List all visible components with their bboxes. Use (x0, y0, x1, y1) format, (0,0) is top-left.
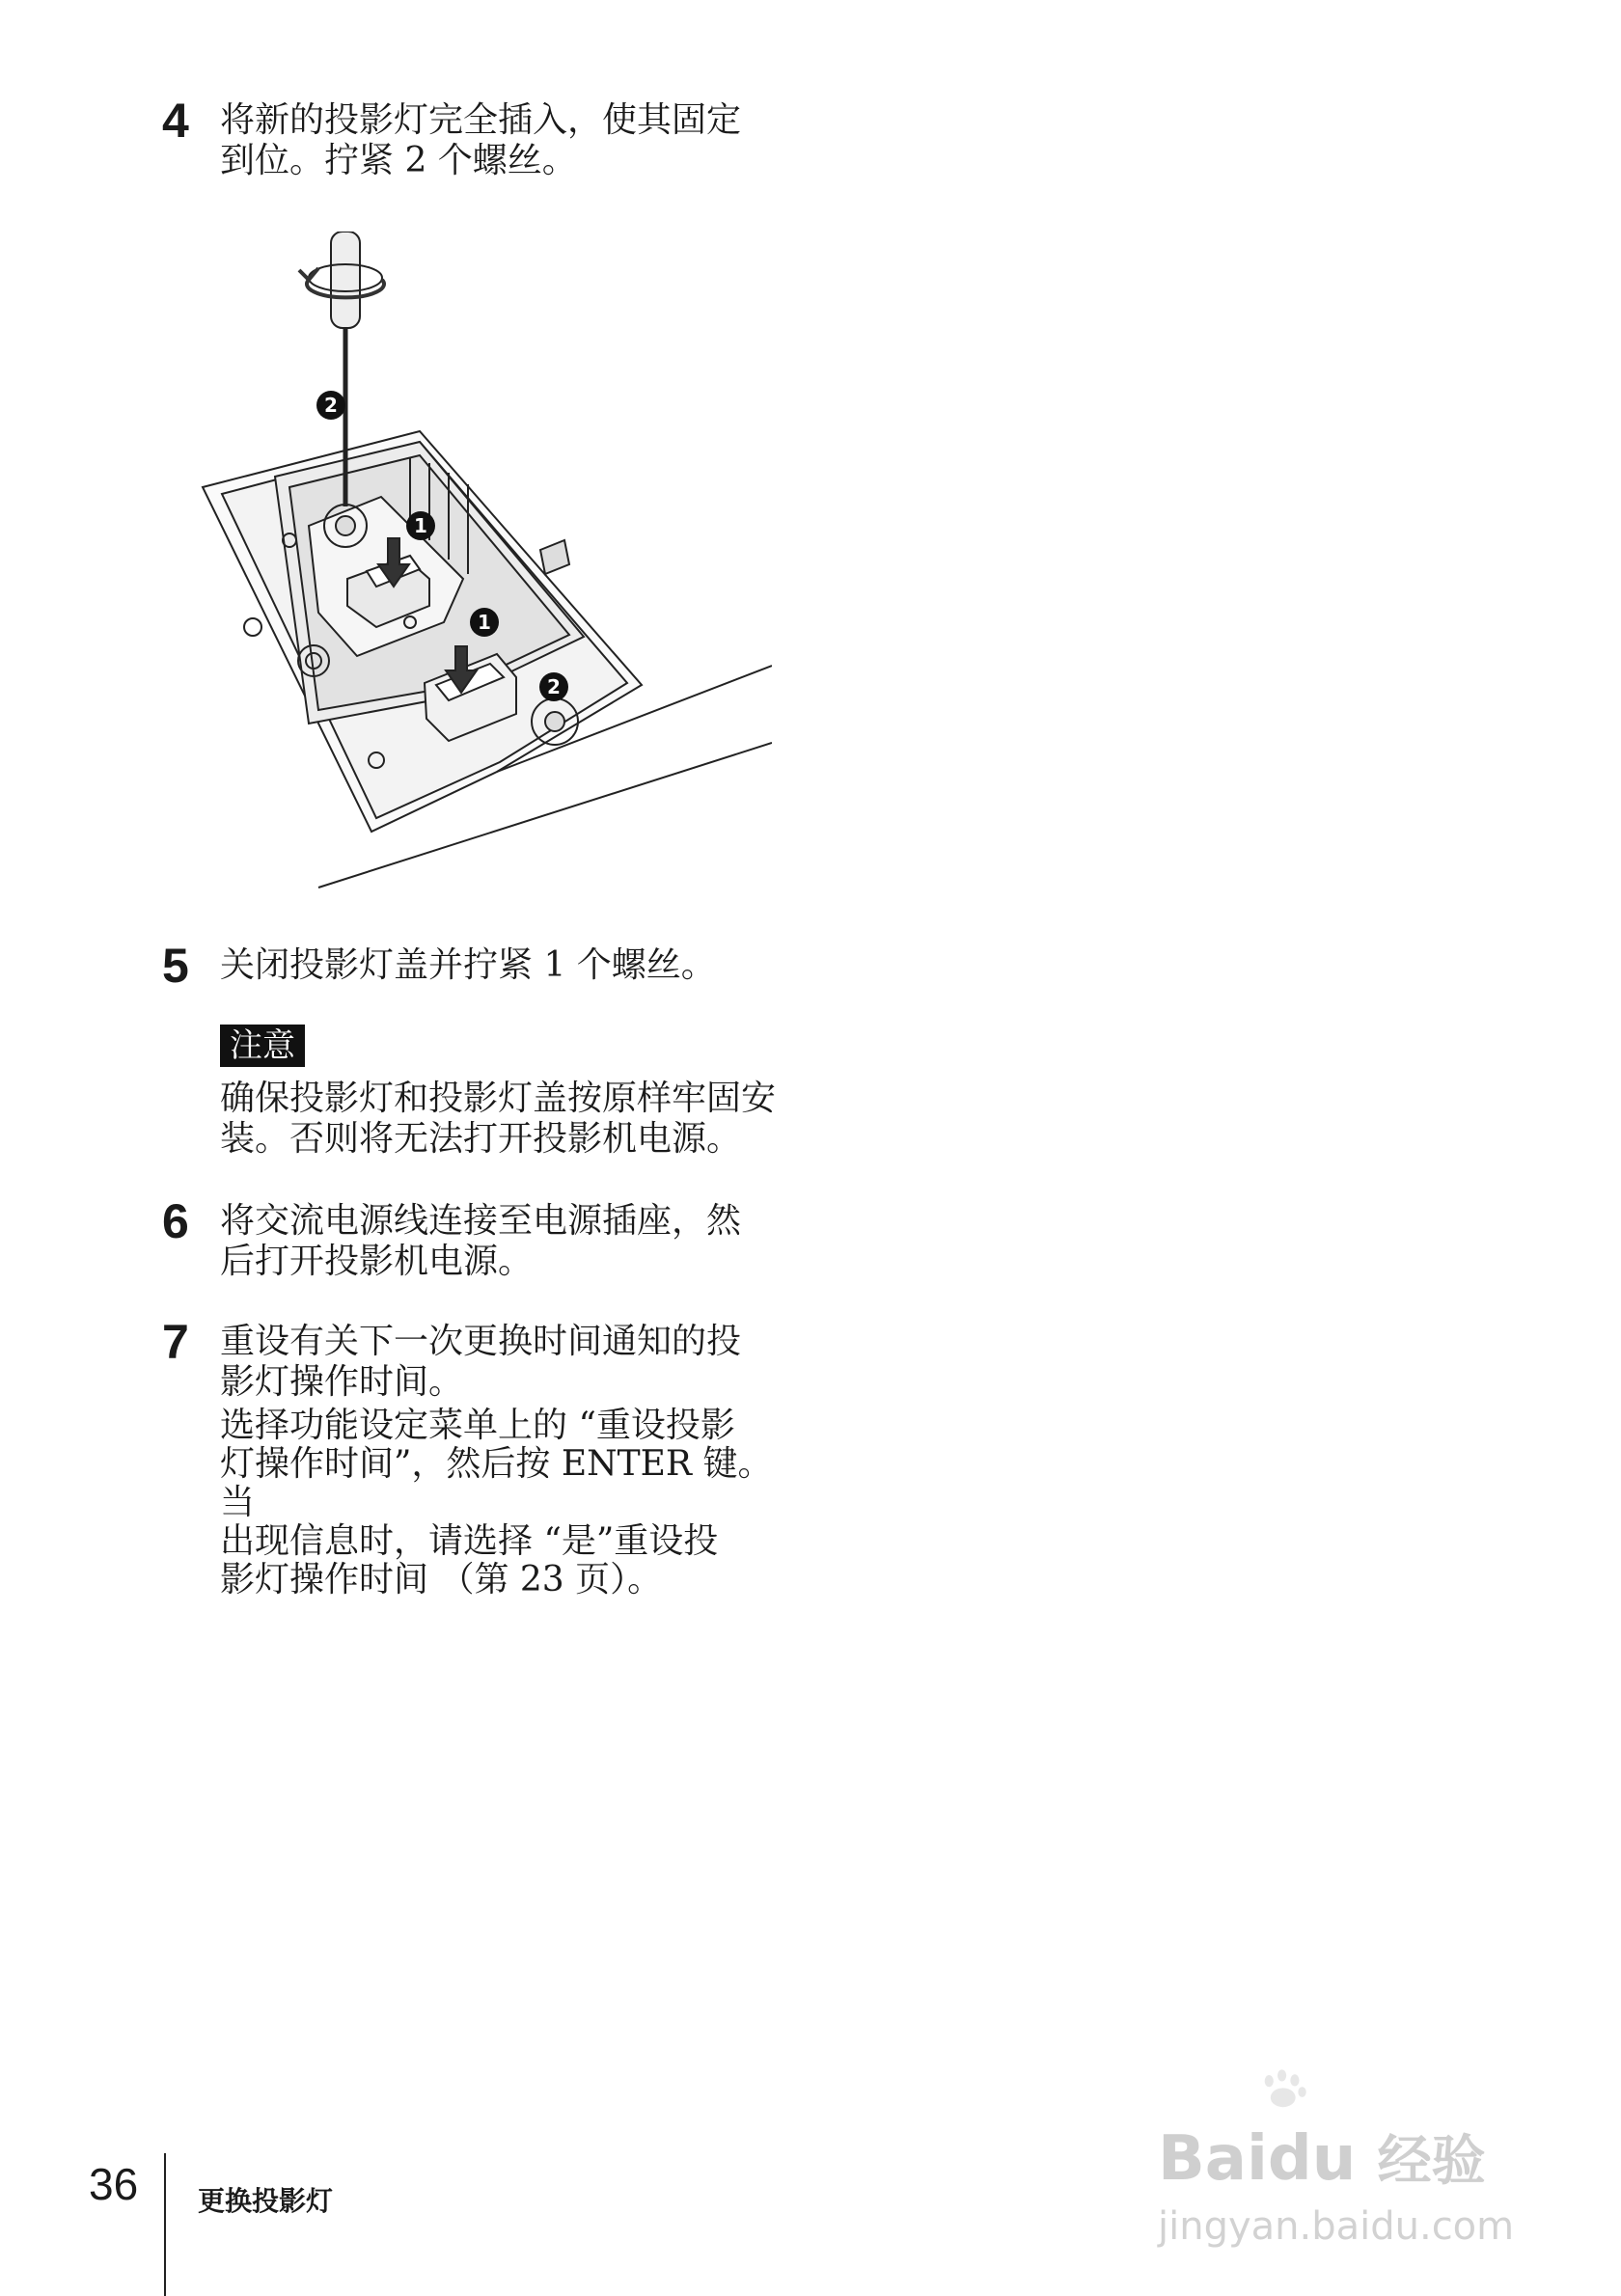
footer-divider (164, 2153, 166, 2296)
caution-line-2: 装。否则将无法打开投影机电源。 (220, 1119, 742, 1159)
step-7-number: 7 (162, 1315, 189, 1369)
screw-lower (545, 712, 564, 731)
callout-2-lower-label: 2 (547, 675, 561, 698)
step-7-detail-line-1: 选择功能设定菜单上的 “重设投影 (220, 1406, 735, 1445)
step-7-text (220, 1322, 799, 1403)
watermark-brand (1158, 2118, 1486, 2196)
page-number: 36 (89, 2159, 139, 2209)
step-4-number: 4 (162, 94, 189, 148)
step-4-line-1: 将新的投影灯完全插入，使其固定 (220, 100, 742, 140)
watermark-brand-2: du (1267, 2123, 1357, 2195)
step-6-line-2: 后打开投影机电源。 (220, 1242, 534, 1281)
step-6-number: 6 (162, 1194, 189, 1248)
step-6-text (220, 1201, 799, 1282)
lamp-installation-illustration (174, 232, 772, 897)
section-title: 更换投影灯 (198, 2185, 334, 2217)
screw-upper (336, 516, 355, 535)
step-5-number: 5 (162, 939, 189, 993)
watermark-brand-cn: 经验 (1377, 2130, 1486, 2193)
callout-1-upper-label: 1 (414, 514, 427, 537)
step-4-text (220, 100, 799, 181)
screwdriver-handle (331, 232, 360, 328)
step-7-line-1: 重设有关下一次更换时间通知的投 (220, 1322, 742, 1361)
callout-2-upper-label: 2 (324, 394, 338, 417)
caution-line-1: 确保投影灯和投影灯盖按原样牢固安 (220, 1079, 777, 1118)
watermark-url: jingyan.baidu.com (1158, 2204, 1515, 2249)
step-7-detail (220, 1407, 799, 1599)
caution-text (220, 1079, 799, 1160)
step-7-detail-line-2: 灯操作时间”，然后按 ENTER 键。当 (220, 1444, 773, 1522)
step-7-detail-line-3: 出现信息时，请选择 “是”重设投 (220, 1521, 719, 1561)
step-4-line-2: 到位。拧紧 2 个螺丝。 (220, 141, 577, 180)
step-5-line-1: 关闭投影灯盖并拧紧 1 个螺丝。 (220, 945, 716, 985)
step-7-line-2: 影灯操作时间。 (220, 1362, 464, 1402)
step-7-detail-line-4: 影灯操作时间 （第 23 页）。 (220, 1560, 663, 1599)
step-5-text (220, 945, 799, 986)
step-6-line-1: 将交流电源线连接至电源插座，然 (220, 1201, 742, 1241)
callout-1-lower-label: 1 (478, 611, 491, 634)
watermark-brand-1: Bai (1158, 2123, 1268, 2195)
caution-label: 注意 (220, 1025, 305, 1067)
